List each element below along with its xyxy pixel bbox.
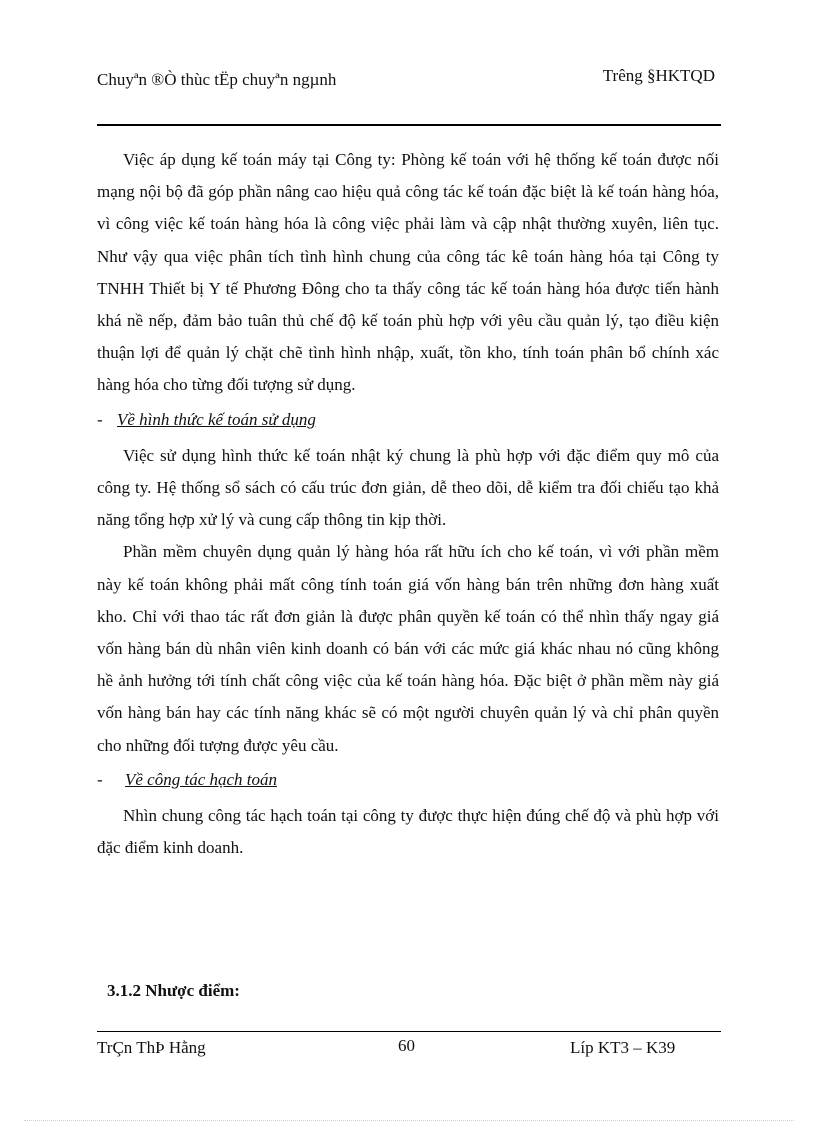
bullet-item-2 — [97, 764, 719, 796]
paragraph-3: Phần mềm chuyên dụng quản lý hàng hóa rất hữu ích cho kế toán, vì với phần mềm này kế toán không phải mất công tính toán giá vốn hàng bán trên những đơn hàng xuất kho. Chỉ với thao tác rất đơn giản là được phân quyền kế toán có thể nhìn thấy ngay giá vốn hàng bán dù nhân viên kinh doanh có bán với các mức giá khác nhau nó cũng không hề ảnh hưởng tới tính chất công việc của kế toán hàng hóa. Đặc biệt ở phần mềm này giá vốn hàng bán hay các tính năng khác sẽ có một người chuyên quản lý và chỉ phân quyền cho những đối tượng được yêu cầu. — [97, 542, 719, 755]
footer-class: Líp KT3 – K39 — [570, 1038, 676, 1057]
header-left-text: Chuyªn ®Ò thùc tËp chuyªn ngµnh — [97, 70, 337, 89]
page-header — [97, 66, 721, 96]
bullet-dash-2: - — [97, 769, 103, 789]
header-right-text: Trêng §HKTQD — [602, 66, 715, 85]
body-text — [97, 144, 719, 864]
bullet-item-1 — [97, 404, 719, 436]
page-edge-divider — [24, 1120, 794, 1121]
footer-author: TrÇn ThÞ Hằng — [97, 1038, 206, 1057]
bullet-dash-1: - — [97, 409, 103, 429]
bullet-text-1: Về hình thức kế toán sử dụng — [117, 409, 316, 429]
page-footer — [97, 1038, 721, 1062]
bullet-text-2: Về công tác hạch toán — [125, 769, 278, 789]
page-number: 60 — [398, 1036, 415, 1055]
section-heading: 3.1.2 Nhược điểm: — [107, 981, 240, 1000]
footer-rule — [97, 1031, 721, 1032]
paragraph-1: Việc áp dụng kế toán máy tại Công ty: Phòng kế toán với hệ thống kế toán được nối mạng nội bộ đã góp phần nâng cao hiệu quả công tác kế toán đặc biệt là kế toán hàng hóa, vì công việc kế toán hàng hóa là công việc phải làm và cập nhật thường xuyên, liên tục. Như vậy qua việc phân tích tình hình chung của công tác kê toán hàng hóa tại Công ty TNHH Thiết bị Y tế Phương Đông cho ta thấy công tác kế toán hàng hóa được tiến hành khá nề nếp, đảm bảo tuân thủ chế độ kế toán phù hợp với yêu cầu quản lý, tạo điều kiện thuận lợi để quản lý chặt chẽ tình hình nhập, xuất, tồn kho, tính toán phân bổ chính xác hàng hóa cho từng đối tượng sử dụng. — [97, 150, 719, 395]
paragraph-4: Nhìn chung công tác hạch toán tại công ty được thực hiện đúng chế độ và phù hợp với đặc điểm kinh doanh. — [97, 806, 719, 858]
paragraph-2: Việc sử dụng hình thức kế toán nhật ký chung là phù hợp với đặc điểm quy mô của công ty. Hệ thống sổ sách có cấu trúc đơn giản, dễ theo dõi, dễ kiểm tra đối chiếu tạo khả năng tổng hợp xử lý và cung cấp thông tin kịp thời. — [97, 445, 719, 530]
header-rule — [97, 124, 721, 126]
